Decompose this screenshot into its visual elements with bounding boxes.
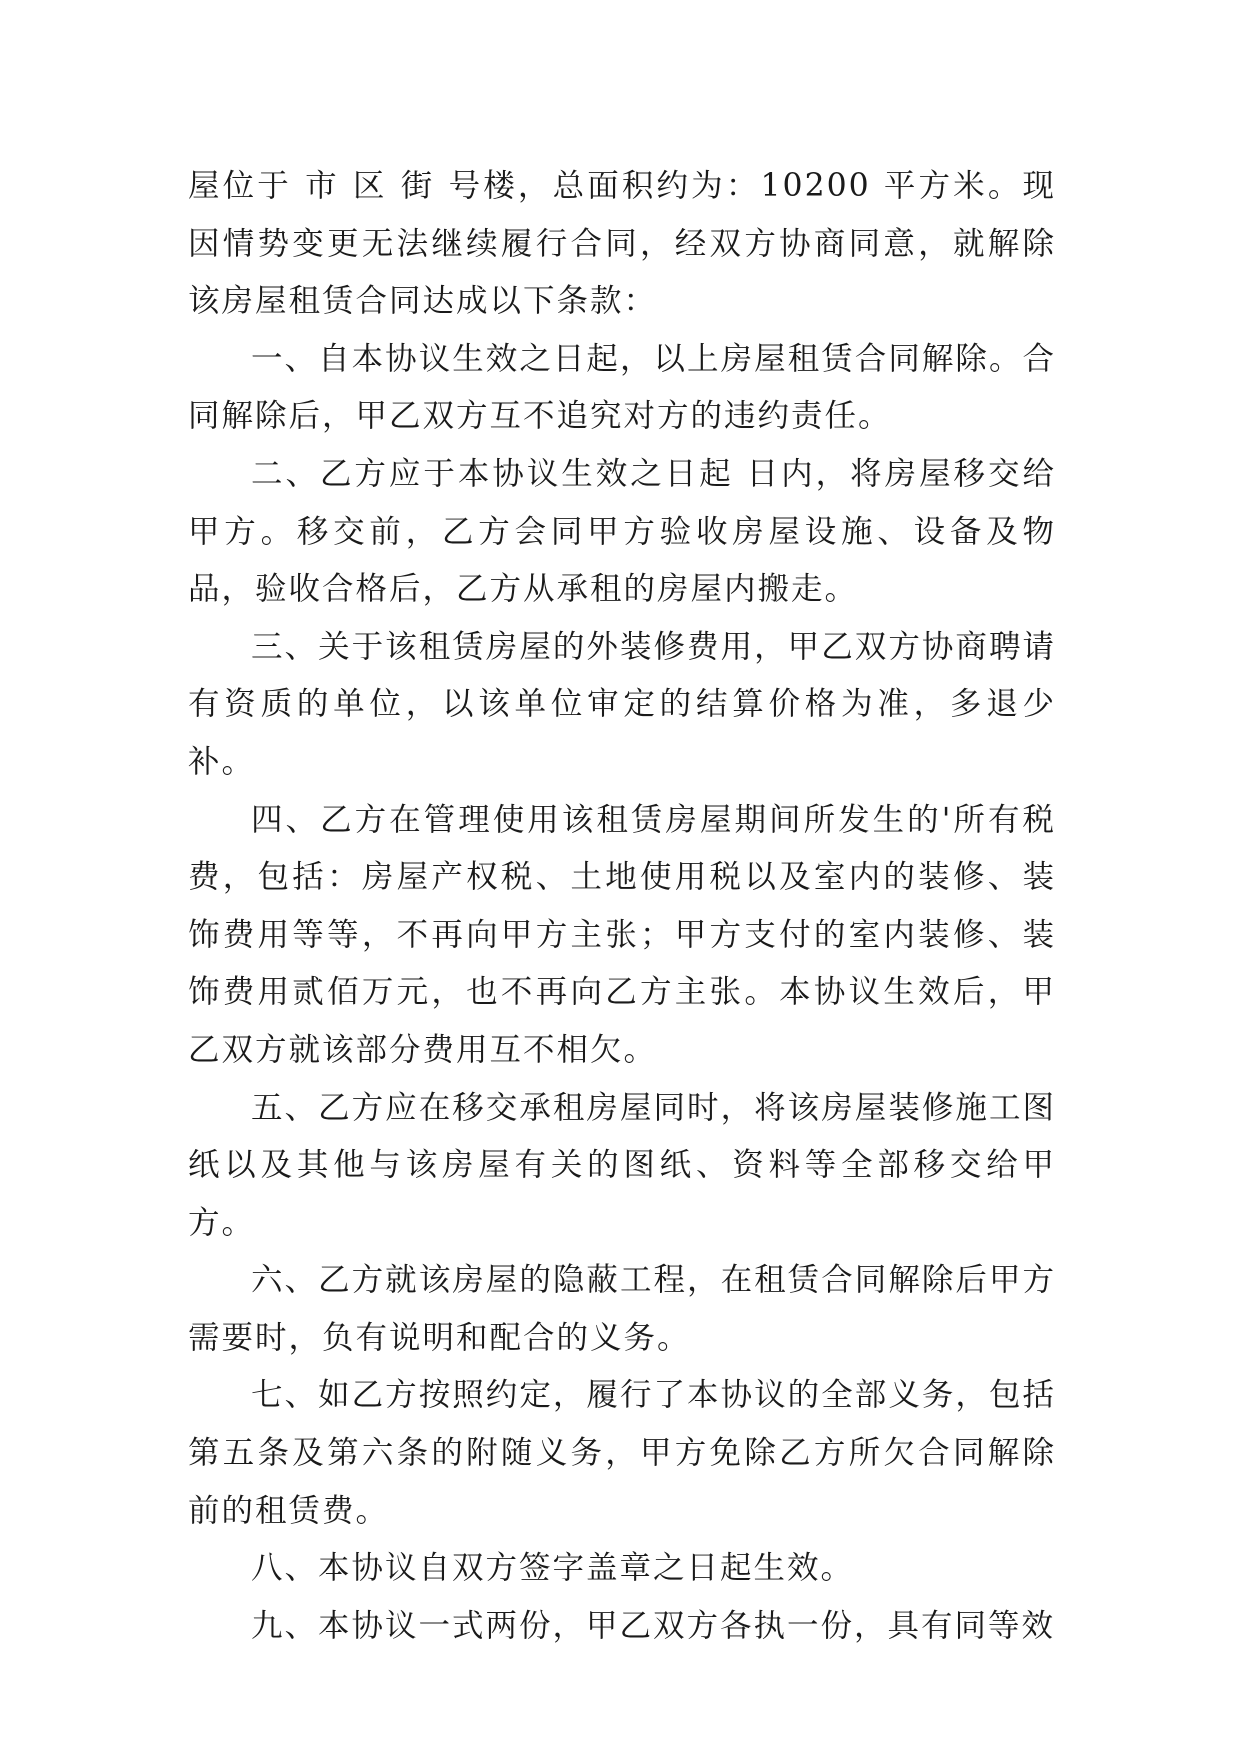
paragraph-clause-3: 三、关于该租赁房屋的外装修费用，甲乙双方协商聘请有资质的单位，以该单位审定的结算价格为准，多退少补。: [188, 628, 1056, 780]
paragraph-clause-8: 八、本协议自双方签字盖章之日起生效。: [251, 1550, 855, 1587]
paragraph-intro: 屋位于 市 区 街 号楼，总面积约为：10200 平方米。现因情势变更无法继续履行合同，经双方协商同意，就解除该房屋租赁合同达成以下条款：: [188, 168, 1056, 320]
paragraph-clause-1: 一、自本协议生效之日起，以上房屋租赁合同解除。合同解除后，甲乙双方互不追究对方的违约责任。: [188, 340, 1056, 435]
document-body: [188, 158, 1056, 1655]
paragraph-clause-4: 四、乙方在管理使用该租赁房屋期间所发生的'所有税费，包括：房屋产权税、土地使用税以及室内的装修、装饰费用等等，不再向甲方主张；甲方支付的室内装修、装饰费用贰佰万元，也不再向乙方主张。本协议生效后，甲乙双方就该部分费用互不相欠。: [188, 801, 1056, 1068]
paragraph-clause-6: 六、乙方就该房屋的隐蔽工程，在租赁合同解除后甲方需要时，负有说明和配合的义务。: [188, 1262, 1056, 1356]
paragraph-clause-7: 七、如乙方按照约定，履行了本协议的全部义务，包括第五条及第六条的附随义务，甲方免除乙方所欠合同解除前的租赁费。: [188, 1377, 1056, 1529]
paragraph-clause-2: 二、乙方应于本协议生效之日起 日内，将房屋移交给甲方。移交前，乙方会同甲方验收房屋设施、设备及物品，验收合格后，乙方从承租的房屋内搬走。: [188, 455, 1056, 608]
paragraph-clause-5: 五、乙方应在移交承租房屋同时，将该房屋装修施工图纸以及其他与该房屋有关的图纸、资料等全部移交给甲方。: [188, 1089, 1056, 1241]
paragraph-clause-9: 九、本协议一式两份，甲乙双方各执一份，具有同等效: [251, 1607, 1056, 1644]
